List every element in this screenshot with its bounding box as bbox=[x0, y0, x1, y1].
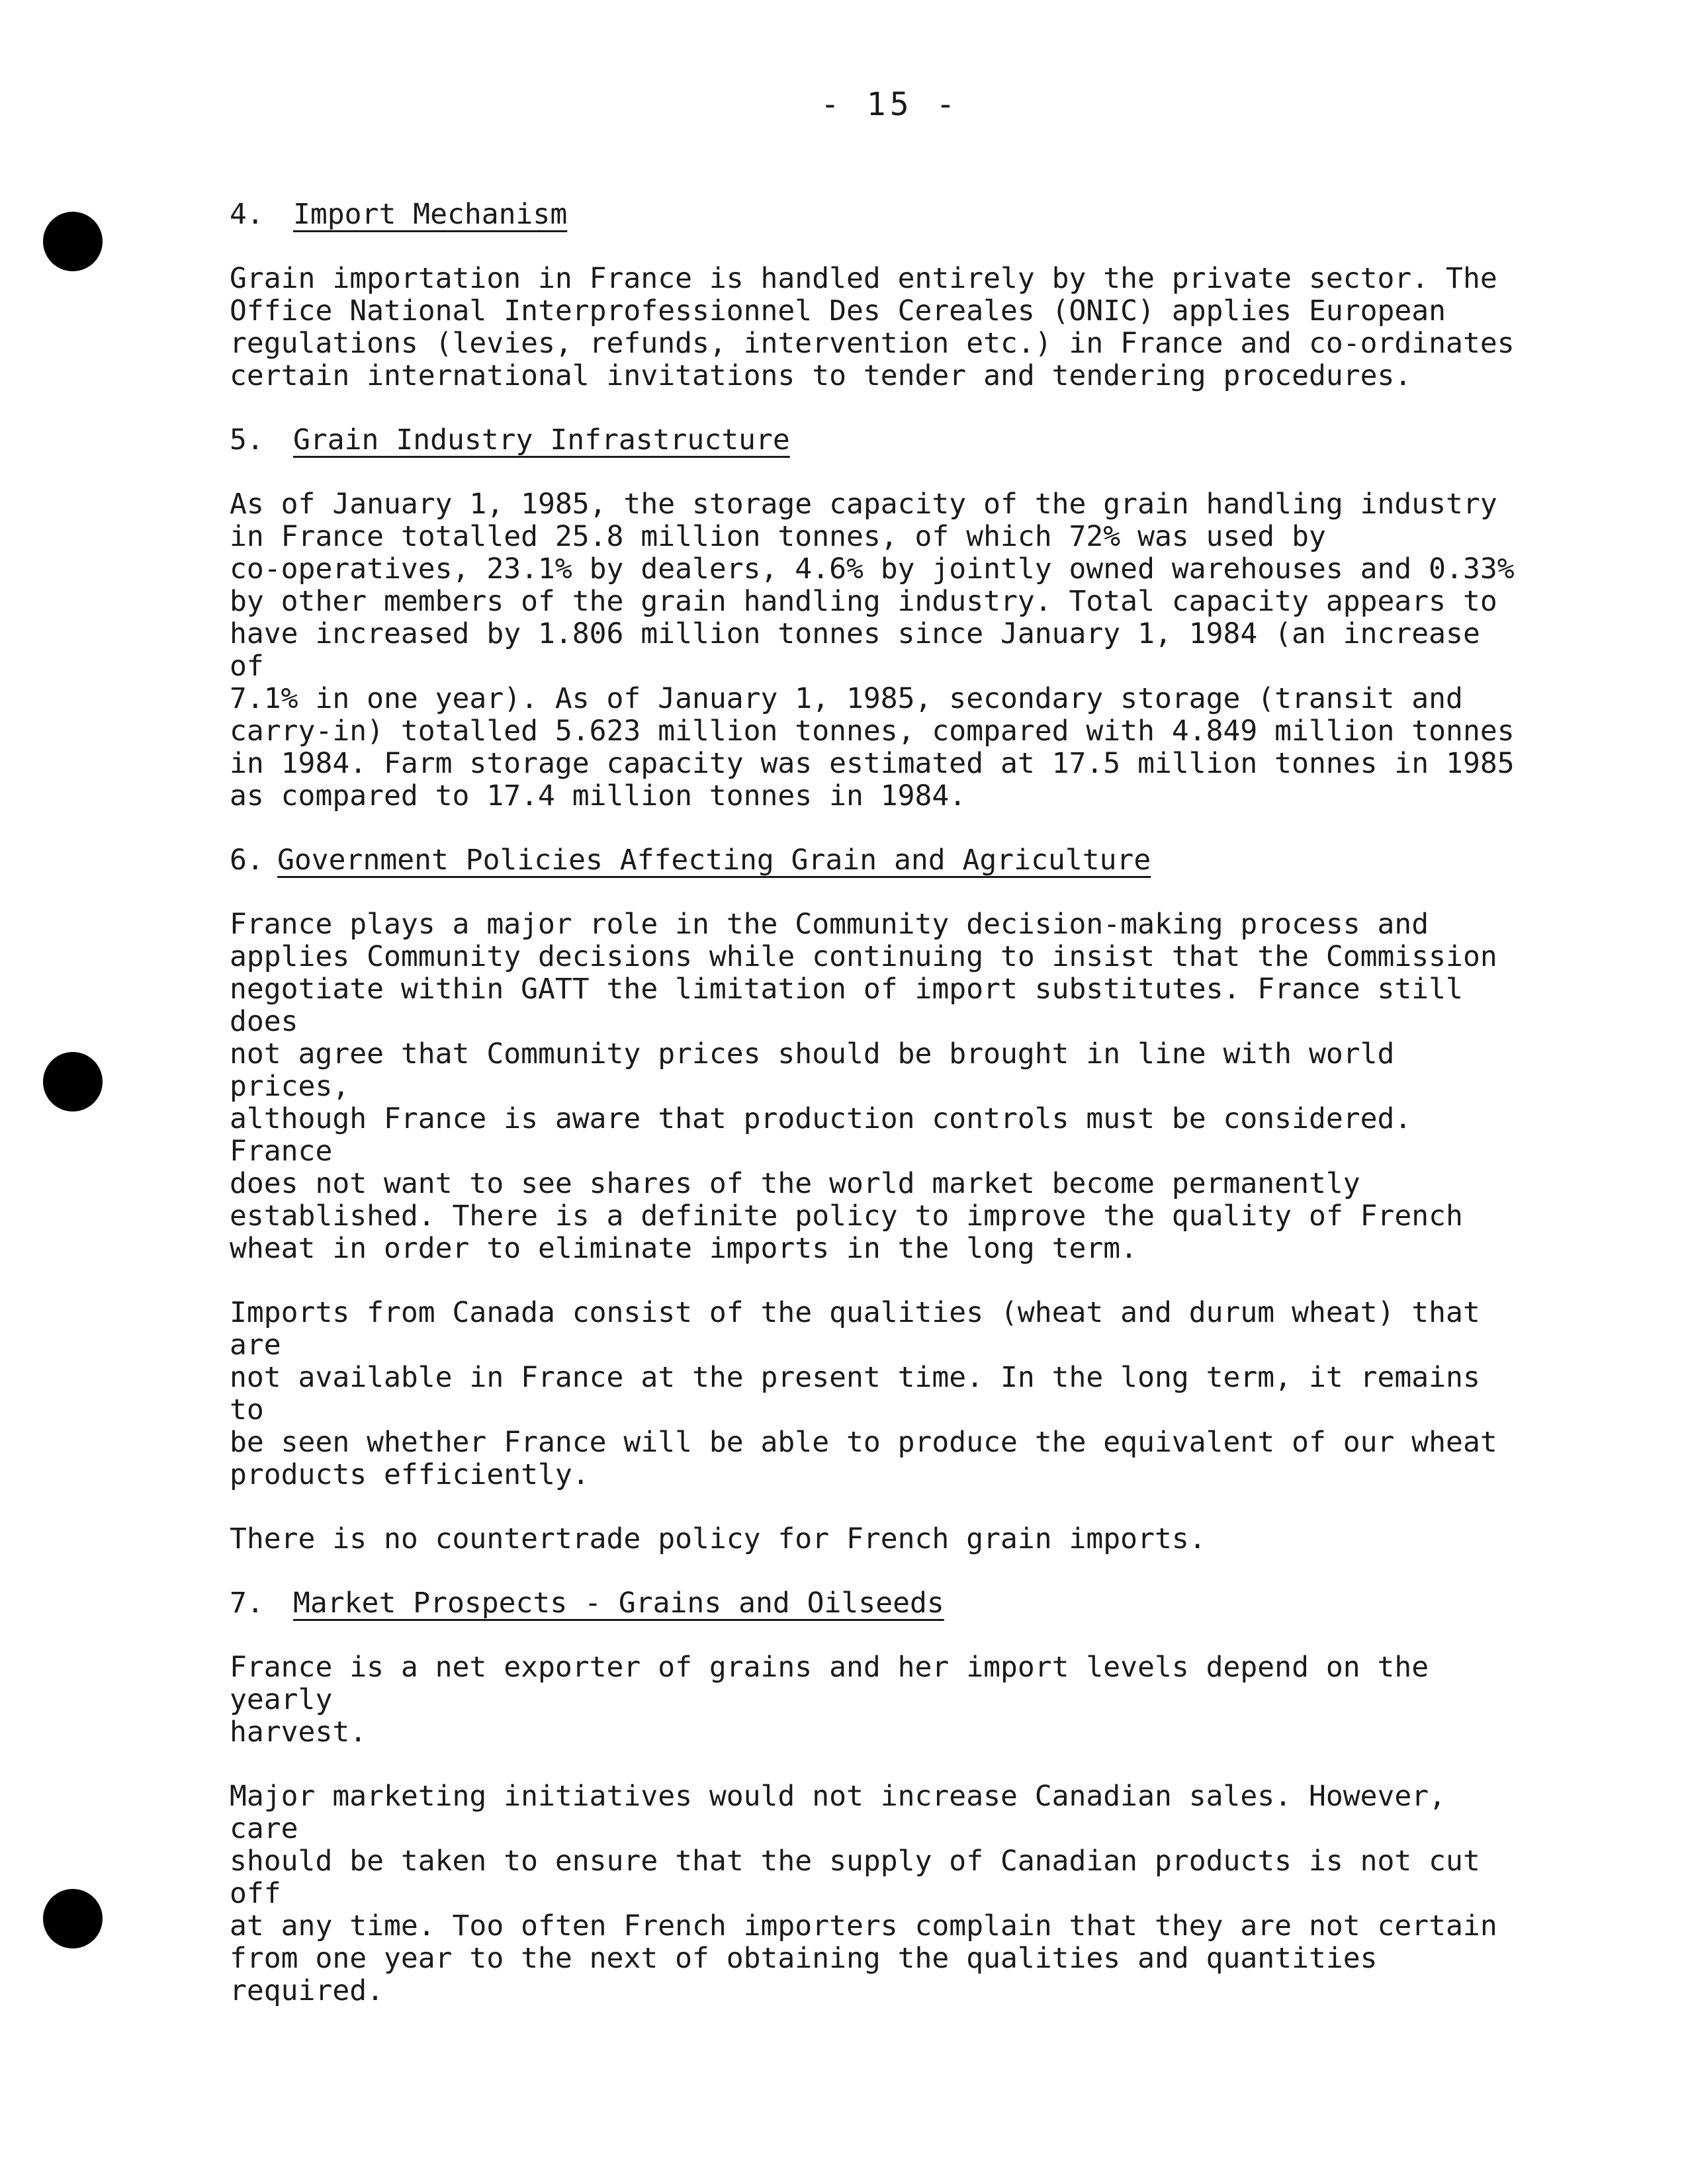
section-title: Market Prospects - Grains and Oilseeds bbox=[293, 1587, 944, 1620]
paragraph: Major marketing initiatives would not increase Canadian sales. However, care should be taken to ensure that the supply of Canadian products is not cut off at any time. Too often French importers complain that they are not certain from one year to the next of obtaining the qualities and quantities required. bbox=[230, 1780, 1497, 2007]
paragraph: Grain importation in France is handled entirely by the private sector. The Office National Interprofessionnel Des Cereales (ONIC) applies European regulations (levies, refunds, intervention etc.) in France and co-ordinates certain international invitations to tender and tendering procedures. bbox=[230, 262, 1515, 392]
section-heading bbox=[230, 198, 1527, 231]
section-number: 5. bbox=[230, 423, 264, 457]
paragraph: France plays a major role in the Community decision-making process and applies Community decisions while continuing to insist that the Commission negotiate within GATT the limitation of import substitutes. France still does not agree that Community prices should be brought in line with world prices, although France is aware that production controls must be considered. France does not want to see shares of the world market become permanently established. There is a definite policy to improve the quality of French wheat in order to eliminate imports in the long term. bbox=[230, 908, 1497, 1265]
section-title: Grain Industry Infrastructure bbox=[293, 423, 790, 457]
paragraph: As of January 1, 1985, the storage capacity of the grain handling industry in France totalled 25.8 million tonnes, of which 72% was used by co-operatives, 23.1% by dealers, 4.6% by jointly owned warehouses and 0.33% by other members of the grain handling industry. Total capacity appears to have increased by 1.806 million tonnes since January 1, 1984 (an increase of 7.1% in one year). As of January 1, 1985, secondary storage (transit and carry-in) totalled 5.623 million tonnes, compared with 4.849 million tonnes in 1984. Farm storage capacity was estimated at 17.5 million tonnes in 1985 as compared to 17.4 million tonnes in 1984. bbox=[230, 488, 1515, 812]
section-number: 4. bbox=[230, 198, 264, 231]
paragraph: There is no countertrade policy for French grain imports. bbox=[230, 1522, 1206, 1555]
punch-hole-top bbox=[43, 212, 103, 271]
section-grain-industry-infrastructure bbox=[230, 424, 1527, 812]
document-body bbox=[230, 198, 1527, 2039]
section-heading bbox=[230, 844, 1527, 877]
page-number: - 15 - bbox=[820, 86, 959, 123]
paragraph: Imports from Canada consist of the qualities (wheat and durum wheat) that are not available in France at the present time. In the long term, it remains to be seen whether France will be able to produce the equivalent of our wheat products efficiently. bbox=[230, 1296, 1497, 1491]
section-government-policies bbox=[230, 844, 1527, 1555]
section-import-mechanism bbox=[230, 198, 1527, 392]
section-title: Government Policies Affecting Grain and Agriculture bbox=[277, 844, 1151, 877]
section-number: 7. bbox=[230, 1587, 264, 1620]
section-title: Import Mechanism bbox=[293, 198, 568, 231]
punch-hole-bottom bbox=[43, 1889, 103, 1948]
section-market-prospects bbox=[230, 1587, 1527, 2007]
section-heading bbox=[230, 1587, 1527, 1620]
section-number: 6. bbox=[230, 844, 264, 877]
punch-hole-middle bbox=[43, 1052, 103, 1112]
section-heading bbox=[230, 424, 1527, 457]
paragraph: France is a net exporter of grains and her import levels depend on the yearly harvest. bbox=[230, 1651, 1429, 1749]
